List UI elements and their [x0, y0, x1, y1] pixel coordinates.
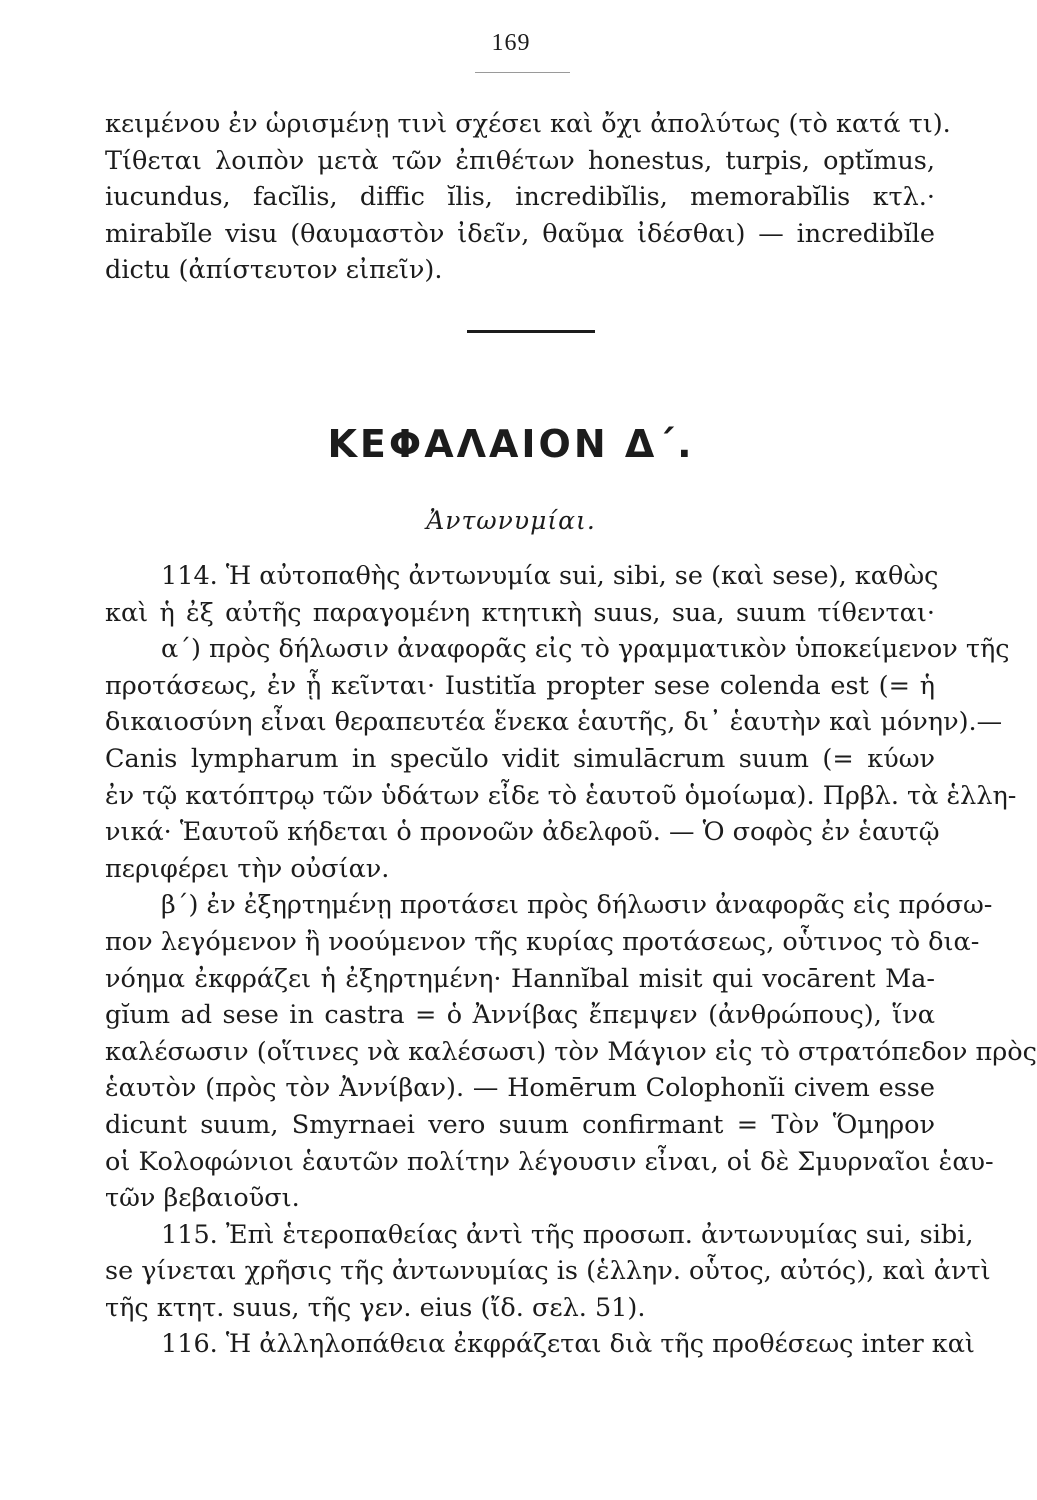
- subsection-a-line: α΄) πρὸς δήλωσιν ἀναφορᾶς εἰς τὸ γραμματικὸν ὑποκείμενον τῆς: [161, 634, 1010, 665]
- paragraph-116-line: 116. Ἡ ἀλληλοπάθεια ἐκφράζεται διὰ τῆς προθέσεως inter καὶ: [161, 1329, 975, 1360]
- text-line: νικά· Ἑαυτοῦ κήδεται ὁ προνοῶν ἀδελφοῦ. — Ὁ σοφὸς ἐν ἑαυτῷ: [105, 817, 940, 848]
- text-line: τῶν βεβαιοῦσι.: [105, 1183, 300, 1214]
- paragraph-115-line: 115. Ἐπὶ ἑτεροπαθείας ἀντὶ τῆς προσωπ. ἀντωνυμίας sui, sibi,: [161, 1219, 974, 1250]
- intro-paragraph: [105, 106, 951, 289]
- text-line: Τίθεται λοιπὸν μετὰ τῶν ἐπιθέτων honestus, turpis, optĭmus,: [105, 145, 935, 176]
- text-line: iucundus, facĭlis, diffic ĭlis, incredibĭlis, memorabĭlis κτλ.·: [105, 182, 935, 213]
- page-number: 169: [491, 30, 531, 56]
- page-number-rule: [475, 72, 570, 73]
- text-line: νόημα ἐκφράζει ἡ ἐξηρτημένη· Hannĭbal misit qui vocārent Ma-: [105, 963, 935, 994]
- chapter-title: ΚΕΦΑΛΑΙΟΝ Δ΄.: [327, 422, 695, 466]
- paragraph-114-line: 114. Ἡ αὐτοπαθὴς ἀντωνυμία sui, sibi, se (καὶ sese), καθὼς: [161, 561, 939, 591]
- text-line: Canis lympharum in specŭlo vidit simulācrum suum (= κύων: [105, 743, 935, 774]
- text-line: τῆς κτητ. suus, τῆς γεν. eius (ἴδ. σελ. 51).: [105, 1292, 646, 1323]
- text-line: δικαιοσύνη εἶναι θεραπευτέα ἕνεκα ἑαυτῆς, δι᾽ ἑαυτὴν καὶ μόνην).—: [105, 707, 1003, 738]
- text-line: gĭum ad sese in castra = ὁ Ἀννίβας ἔπεμψεν (ἀνθρώπους), ἵνα: [105, 1000, 935, 1031]
- text-line: καλέσωσιν (οἵτινες νὰ καλέσωσι) τὸν Μάγιον εἰς τὸ στρατόπεδον πρὸς: [105, 1036, 1037, 1067]
- text-line: οἱ Κολοφώνιοι ἑαυτῶν πολίτην λέγουσιν εἶναι, οἱ δὲ Σμυρναῖοι ἑαυ-: [105, 1146, 994, 1177]
- text-line: se γίνεται χρῆσις τῆς ἀντωνυμίας is (ἑλλην. οὗτος, αὐτός), καὶ ἀντὶ: [105, 1256, 991, 1287]
- text-line: προτάσεως, ἐν ᾗ κεῖνται· Iustitĭa propter sese colenda est (= ἡ: [105, 670, 935, 701]
- text-line: ἐν τῷ κατόπτρῳ τῶν ὑδάτων εἶδε τὸ ἑαυτοῦ ὁμοίωμα). Πρβλ. τὰ ἑλλη-: [105, 780, 1017, 811]
- text-line: dictu (ἀπίστευτον εἰπεῖν).: [105, 255, 443, 286]
- section-divider: [467, 330, 595, 333]
- text-line: πον λεγόμενον ἢ νοούμενον τῆς κυρίας προτάσεως, οὗτινος τὸ δια-: [105, 926, 980, 957]
- text-line: κειμένου ἐν ὡρισμένῃ τινὶ σχέσει καὶ ὄχι ἀπολύτως (τὸ κατά τι).: [105, 109, 951, 139]
- text-line: καὶ ἡ ἐξ αὐτῆς παραγομένη κτητικὴ suus, sua, suum τίθενται·: [105, 597, 935, 628]
- text-line: mirabĭle visu (θαυμαστὸν ἰδεῖν, θαῦμα ἰδέσθαι) — incredibĭle: [105, 218, 935, 249]
- body-text: [105, 558, 1037, 1363]
- text-line: dicunt suum, Smyrnaei vero suum confirmant = Τὸν Ὅμηρον: [105, 1109, 935, 1140]
- chapter-subtitle: Ἀντωνυμίαι.: [426, 506, 596, 535]
- subsection-b-line: β΄) ἐν ἐξηρτημένῃ προτάσει πρὸς δήλωσιν ἀναφορᾶς εἰς πρόσω-: [161, 890, 993, 921]
- text-line: ἑαυτὸν (πρὸς τὸν Ἀννίβαν). — Homērum Colophonĭi civem esse: [105, 1073, 935, 1104]
- text-line: περιφέρει τὴν οὐσίαν.: [105, 853, 390, 884]
